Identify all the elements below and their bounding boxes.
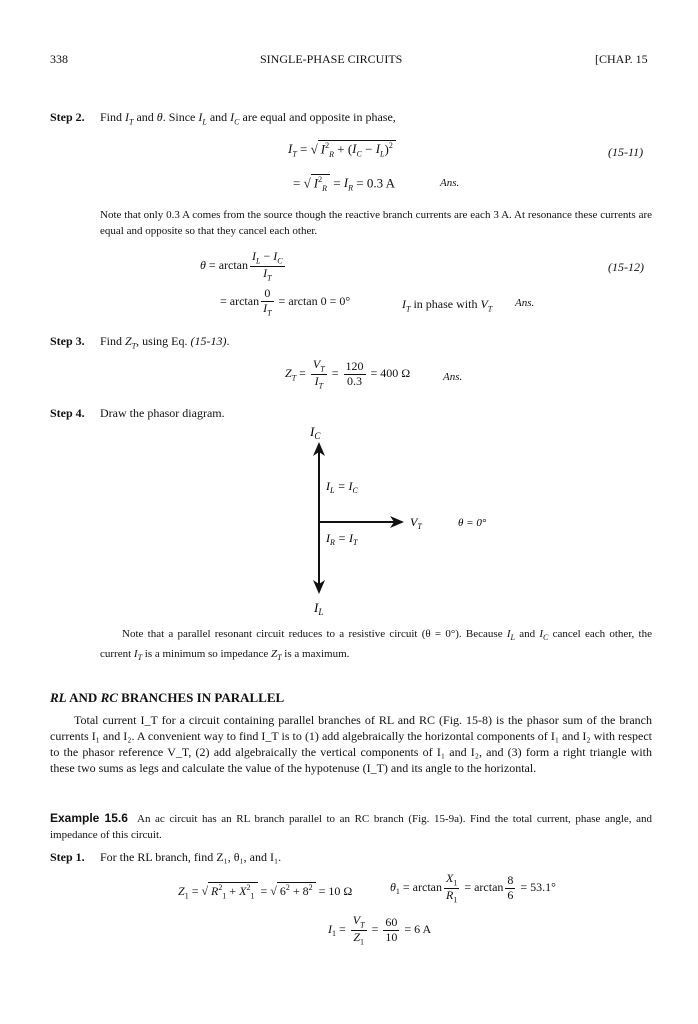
step3-text: Find $Z_T$, using Eq. (15-13). <box>100 334 230 351</box>
ans-label-2: Ans. <box>515 297 535 309</box>
step4-label: Step 4. <box>50 406 85 420</box>
step1-text: For the RL branch, find Z₁, θ₁, and I₁. <box>100 850 282 864</box>
step4-note: Note that a parallel resonant circuit reduces to a resistive circuit (θ = 0°). Because $I_L$ and $I_C$ cancel each other, the current $I_T$ is a minimum so impedance $Z_T$ is a maximum. <box>100 628 652 663</box>
label-il: $I_L$ <box>314 600 324 617</box>
step1-label: Step 1. <box>50 850 85 864</box>
equation-theta-result: = arctan $\frac{0}{I_T}$ = arctan 0 = 0° <box>220 286 351 318</box>
label-ic: $I_C$ <box>310 424 321 441</box>
in-phase-text: $I_T$ in phase with $V_T$ <box>402 297 493 314</box>
ans-label: Ans. <box>440 177 460 189</box>
label-vt: $V_T$ <box>410 515 422 531</box>
equation-theta1: $\theta_1 = \arctan$ $\frac{X_1}{R_1}$ = arctan $\frac{8}{6}$ = 53.1° <box>390 871 556 904</box>
label-ir-eq-it: $I_R = I_T$ <box>326 531 358 547</box>
section-paragraph: Total current I_T for a circuit containing parallel branches of RL and RC (Fig. 15-8) is the phasor sum of the branch currents I₁ and I₂. A convenient way to find I_T is to (1) add algebraically the horizontal components of I₁ and I₂ with respect to the phasor reference V_T, (2) add algebraically the vertical components of I₁ and I₂, and (3) form a right triangle with these two sums as legs and calculate the value of the hypotenuse (I_T) and its angle to the horizontal. <box>50 713 652 775</box>
label-theta: θ = 0° <box>458 517 487 529</box>
equation-i1: $I_1$ = $\frac{V_T}{Z_1}$ = $\frac{60}{10}$ = 6 A <box>328 913 432 946</box>
eq-number-15-12: (15-12) <box>608 260 644 274</box>
equation-it-result: = √ $I^2_R = I_R = 0.3$ A <box>293 175 396 193</box>
ans-label-3: Ans. <box>443 371 463 383</box>
equation-z1: $Z_1$ = √ $R^2_1 + X^2_1$ = √ $6^2 + 8^2 = 10$ Ω <box>178 883 353 901</box>
page-number: 338 <box>50 52 68 66</box>
equation-theta: θ = arctan $\frac{I_L - I_C}{I_T}$ <box>200 249 283 282</box>
step2-text: Find $I_T$ and θ. Since $I_L$ and $I_C$ are equal and opposite in phase, <box>100 110 396 127</box>
equation-zt: $Z_T$ = $\frac{V_T}{I_T}$ = $\frac{120}{0.3}$ = 400 Ω <box>285 357 411 390</box>
chapter-label: [CHAP. 15 <box>595 52 648 66</box>
phasor-diagram <box>270 418 530 618</box>
step4-text: Draw the phasor diagram. <box>100 406 225 420</box>
step2-note: Note that only 0.3 A comes from the source though the reactive branch currents are each 3 A. At resonance these currents are equal and opposite so that they cancel each other. <box>100 209 652 237</box>
running-title: SINGLE-PHASE CIRCUITS <box>260 52 403 66</box>
step3-label: Step 3. <box>50 334 85 348</box>
section-heading: RL AND RC BRANCHES IN PARALLEL <box>50 690 285 705</box>
equation-15-11: $I_T$ = √ $I^2_R + (I_C - I_L)^2$ <box>288 140 396 159</box>
step2-label: Step 2. <box>50 110 85 124</box>
label-il-eq-ic: $I_L = I_C$ <box>326 479 358 495</box>
eq-number-15-11: (15-11) <box>608 145 644 159</box>
example-15-6: Example 15.6 An ac circuit has an RL branch parallel to an RC branch (Fig. 15-9a). Find the total current, phase angle, and impedance of this circuit. <box>50 811 652 841</box>
